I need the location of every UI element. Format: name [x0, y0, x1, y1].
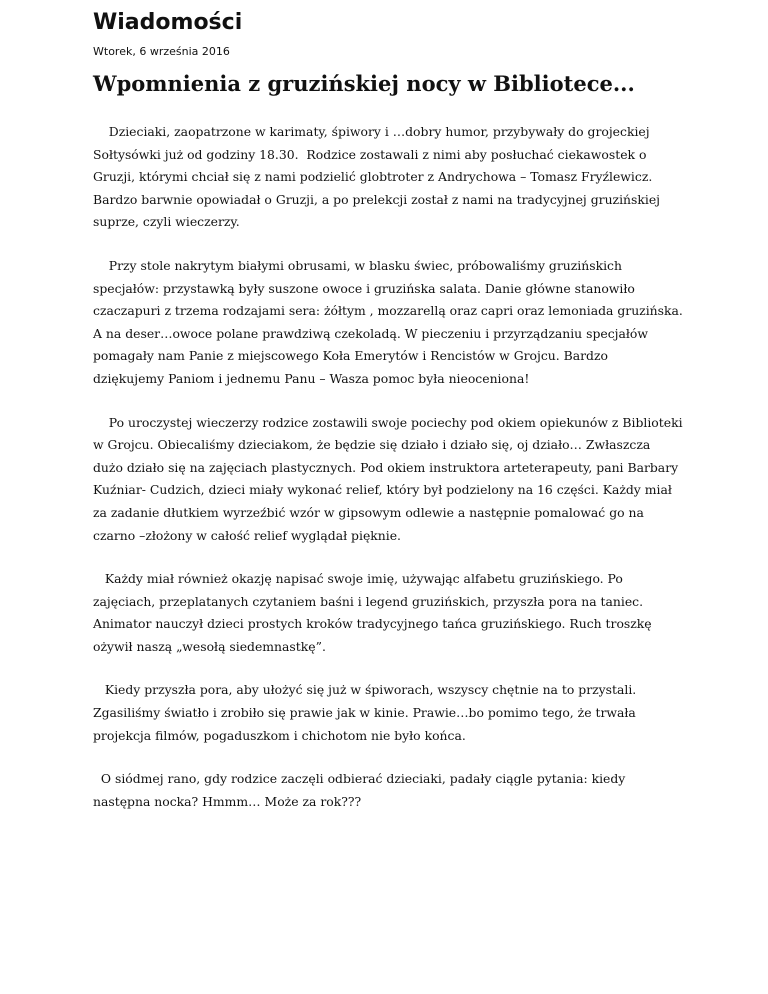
text-line: Po uroczystej wieczerzy rodzice zostawili swoje pociechy pod okiem opiekunów z Biblioteki [93, 414, 683, 430]
post-body [93, 121, 683, 834]
text-line: Kiedy przyszła pora, aby ułożyć się już w śpiworach, wszyscy chętnie na to przystali. [93, 682, 637, 698]
text-line: zajęciach, przeplatanych czytaniem baśni i legend gruzińskich, przyszła pora na taniec. [93, 593, 644, 609]
text-line: Dzieciaki, zaopatrzone w karimaty, śpiwory i …dobry humor, przybywały do grojeckiej [93, 124, 650, 139]
text-line: Bardzo barwnie opowiadał o Gruzji, a po prelekcji został z nami na tradycyjnej gruzińskiej [93, 191, 661, 207]
text-line: Sołtysówki już od godziny 18.30. Rodzice zostawali z nimi aby posłuchać ciekawostek o [93, 146, 647, 162]
text-line: dziękujemy Paniom i jednemu Panu – Wasza pomoc była nieoceniona! [93, 370, 530, 386]
paragraph [93, 768, 683, 813]
text-line: w Grojcu. Obiecaliśmy dzieciakom, że będzie się działo i działo się, oj działo… Zwłaszcza [93, 437, 651, 453]
text-line: następna nocka? Hmmm… Może za rok??? [93, 793, 362, 809]
text-line: czaczapuri z trzema rodzajami sera: żółtym , mozzarellą oraz capri oraz lemoniada gruzińska. [93, 303, 683, 319]
text-line: pomagały nam Panie z miejscowego Koła Emerytów i Rencistów w Grojcu. Bardzo [93, 348, 608, 364]
text-line: czarno –złożony w całość relief wyglądał pięknie. [93, 527, 401, 543]
text-line: za zadanie dłutkiem wyrzeźbić wzór w gipsowym odlewie a następnie pomalować go na [93, 504, 644, 520]
paragraph [93, 255, 683, 391]
text-line: Animator nauczył dzieci prostych kroków tradycyjnego tańca gruzińskiego. Ruch troszkę [93, 616, 652, 632]
post-date: Wtorek, 6 września 2016 [93, 45, 230, 58]
text-line: Przy stole nakrytym białymi obrusami, w blasku świec, próbowaliśmy gruzińskich [93, 257, 622, 273]
text-line: ożywił naszą „wesołą siedemnastkę”. [93, 638, 326, 654]
site-title: Wiadomości [93, 10, 243, 35]
paragraph [93, 412, 683, 548]
text-line: Zgasiliśmy światło i zrobiło się prawie jak w kinie. Prawie…bo pomimo tego, że trwała [93, 705, 636, 721]
text-line: dużo działo się na zajęciach plastycznych. Pod okiem instruktora arteterapeuty, pani Barbary [93, 459, 679, 475]
text-line: specjałów: przystawką były suszone owoce i gruzińska salata. Danie główne stanowiło [93, 280, 635, 296]
text-line: projekcja filmów, pogaduszkom i chichotom nie było końca. [93, 727, 466, 743]
post-title: Wpomnienia z gruzińskiej nocy w Bibliotece... [93, 71, 635, 96]
text-line: O siódmej rano, gdy rodzice zaczęli odbierać dzieciaki, padały ciągle pytania: kiedy [93, 771, 626, 787]
text-line: Gruzji, którymi chciał się z nami podzielić globtroter z Andrychowa – Tomasz Fryźlewicz. [93, 169, 653, 185]
paragraph [93, 679, 683, 747]
paragraph [93, 568, 683, 658]
text-line: A na deser…owoce polane prawdziwą czekoladą. W pieczeniu i przyrządzaniu specjałów [93, 325, 648, 341]
text-line: suprze, czyli wieczerzy. [93, 214, 240, 230]
paragraph [93, 121, 683, 234]
text-line: Kuźniar- Cudzich, dzieci miały wykonać relief, który był podzielony na 16 części. Każdy miał [93, 482, 672, 498]
text-line: Każdy miał również okazję napisać swoje imię, używając alfabetu gruzińskiego. Po [93, 571, 623, 587]
